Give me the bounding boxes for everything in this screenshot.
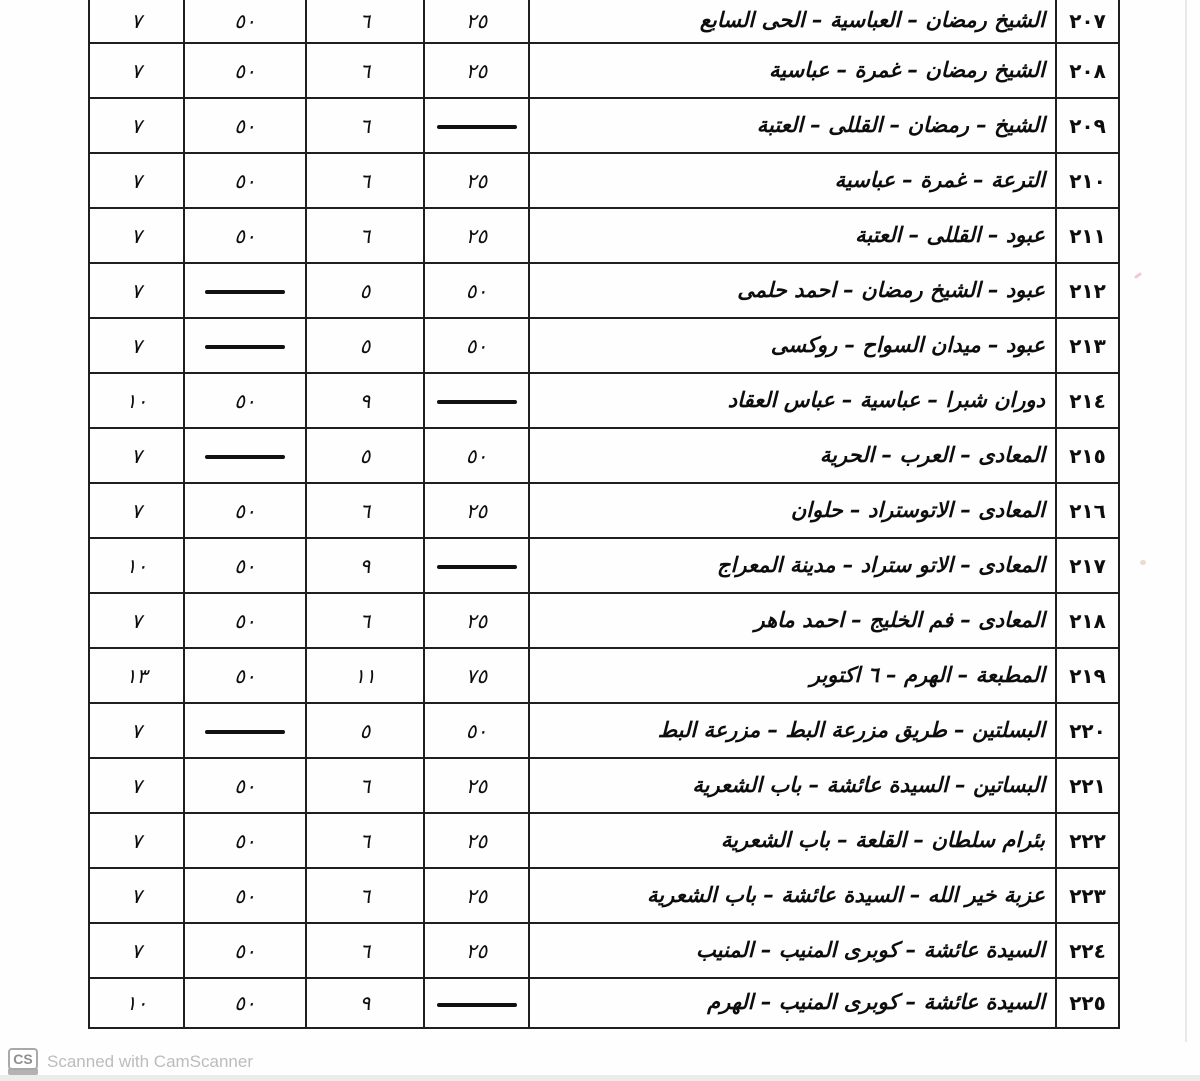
route-name-cell: البساتين – السيدة عائشة – باب الشعرية [529, 758, 1056, 813]
table-row [89, 0, 1119, 43]
route-number-cell: ٢٢٢ [1056, 813, 1119, 868]
table-row [89, 758, 1119, 813]
table-row [89, 428, 1119, 483]
route-name-cell: المعادى – العرب – الحرية [529, 428, 1056, 483]
fare-cell: ٥٠ [184, 153, 306, 208]
route-number-cell: ٢١١ [1056, 208, 1119, 263]
route-name-cell: دوران شبرا – عباسية – عباس العقاد [529, 373, 1056, 428]
table-row [89, 703, 1119, 758]
camscanner-logo-icon [8, 1048, 38, 1075]
fare-cell [184, 703, 306, 758]
fare-cell [184, 263, 306, 318]
fare-cell: ٢٥ [424, 758, 529, 813]
fare-cell: ٧ [89, 208, 184, 263]
route-name-cell: المطبعة – الهرم – ٦ اكتوبر [529, 648, 1056, 703]
route-number-cell: ٢١٨ [1056, 593, 1119, 648]
fare-cell: ٧٥ [424, 648, 529, 703]
route-number-cell: ٢٢٥ [1056, 978, 1119, 1028]
fare-cell: ٧ [89, 813, 184, 868]
fare-cell: ٥٠ [184, 538, 306, 593]
route-number-cell: ٢١٤ [1056, 373, 1119, 428]
route-fare-table [88, 0, 1120, 1029]
route-number-cell: ٢١٣ [1056, 318, 1119, 373]
route-number-cell: ٢١٢ [1056, 263, 1119, 318]
route-number-cell: ٢٢٠ [1056, 703, 1119, 758]
fare-cell: ٧ [89, 0, 184, 43]
fare-cell: ٥٠ [184, 43, 306, 98]
route-number-cell: ٢٠٧ [1056, 0, 1119, 43]
table-row [89, 868, 1119, 923]
table-row [89, 263, 1119, 318]
route-name-cell: عبود – ميدان السواح – روكسى [529, 318, 1056, 373]
fare-cell [424, 538, 529, 593]
fare-cell: ٥٠ [424, 318, 529, 373]
fare-cell: ٢٥ [424, 868, 529, 923]
table-row [89, 978, 1119, 1028]
route-number-cell: ٢٢٤ [1056, 923, 1119, 978]
fare-cell: ٢٥ [424, 0, 529, 43]
fare-cell: ٦ [306, 98, 424, 153]
route-number-cell: ٢١٥ [1056, 428, 1119, 483]
route-name-cell: الشيخ – رمضان – القللى – العتبة [529, 98, 1056, 153]
table-row [89, 98, 1119, 153]
route-name-cell: الترعة – غمرة – عباسية [529, 153, 1056, 208]
page-bottom-edge [0, 1075, 1200, 1081]
route-table-body [89, 0, 1119, 1028]
fare-cell: ٧ [89, 593, 184, 648]
fare-cell: ٩ [306, 978, 424, 1028]
route-name-cell: بئرام سلطان – القلعة – باب الشعرية [529, 813, 1056, 868]
route-name-cell: المعادى – الاتوستراد – حلوان [529, 483, 1056, 538]
fare-cell [424, 978, 529, 1028]
fare-cell: ٦ [306, 813, 424, 868]
fare-cell: ٥٠ [184, 208, 306, 263]
fare-cell: ٧ [89, 318, 184, 373]
route-name-cell: البسلتين – طريق مزرعة البط – مزرعة البط [529, 703, 1056, 758]
fare-cell: ٦ [306, 43, 424, 98]
fare-cell: ٦ [306, 758, 424, 813]
table-row [89, 318, 1119, 373]
fare-cell: ٦ [306, 868, 424, 923]
route-name-cell: السيدة عائشة – كوبرى المنيب – المنيب [529, 923, 1056, 978]
fare-cell: ١٠ [89, 373, 184, 428]
fare-cell: ٥ [306, 318, 424, 373]
fare-cell: ٩ [306, 373, 424, 428]
fare-cell: ٥٠ [184, 483, 306, 538]
fare-cell: ١٠ [89, 538, 184, 593]
fare-cell: ٦ [306, 923, 424, 978]
fare-cell: ٥٠ [184, 923, 306, 978]
fare-cell: ٦ [306, 153, 424, 208]
route-number-cell: ٢١٧ [1056, 538, 1119, 593]
fare-cell: ٧ [89, 263, 184, 318]
route-name-cell: الشيخ رمضان – غمرة – عباسية [529, 43, 1056, 98]
scanner-watermark-text: Scanned with CamScanner [47, 1051, 254, 1071]
camscanner-logo-text: CS [8, 1048, 38, 1070]
scan-artifact-mark [1140, 560, 1146, 565]
route-number-cell: ٢١٦ [1056, 483, 1119, 538]
fare-cell: ٥٠ [184, 373, 306, 428]
fare-cell: ٧ [89, 483, 184, 538]
route-number-cell: ٢١٩ [1056, 648, 1119, 703]
fare-cell: ٦ [306, 593, 424, 648]
route-name-cell: عزبة خير الله – السيدة عائشة – باب الشعرية [529, 868, 1056, 923]
fare-cell: ٥ [306, 428, 424, 483]
route-number-cell: ٢٢١ [1056, 758, 1119, 813]
scan-artifact-mark [1134, 272, 1142, 279]
fare-cell: ٩ [306, 538, 424, 593]
fare-cell: ٥٠ [424, 263, 529, 318]
fare-cell: ٥٠ [184, 98, 306, 153]
table-row [89, 593, 1119, 648]
fare-cell: ٦ [306, 0, 424, 43]
table-row [89, 208, 1119, 263]
fare-cell: ٥٠ [184, 648, 306, 703]
route-name-cell: المعادى – الاتو ستراد – مدينة المعراج [529, 538, 1056, 593]
fare-cell: ٧ [89, 43, 184, 98]
camscanner-footer [8, 1048, 253, 1075]
table-row [89, 483, 1119, 538]
fare-cell: ٧ [89, 868, 184, 923]
table-row [89, 813, 1119, 868]
route-number-cell: ٢٢٣ [1056, 868, 1119, 923]
fare-cell: ٥٠ [184, 593, 306, 648]
fare-cell: ٦ [306, 208, 424, 263]
fare-cell: ١١ [306, 648, 424, 703]
fare-cell: ٢٥ [424, 153, 529, 208]
fare-cell: ٥ [306, 263, 424, 318]
fare-cell: ١٠ [89, 978, 184, 1028]
fare-cell: ٥٠ [424, 703, 529, 758]
table-row [89, 373, 1119, 428]
route-number-cell: ٢٠٨ [1056, 43, 1119, 98]
fare-cell: ٧ [89, 98, 184, 153]
fare-cell: ٥٠ [184, 758, 306, 813]
fare-cell: ٧ [89, 758, 184, 813]
fare-cell [424, 373, 529, 428]
fare-cell: ٦ [306, 483, 424, 538]
fare-cell: ٧ [89, 923, 184, 978]
fare-cell: ٥٠ [184, 978, 306, 1028]
fare-cell: ٢٥ [424, 483, 529, 538]
fare-cell: ٥٠ [184, 0, 306, 43]
fare-cell: ٢٥ [424, 923, 529, 978]
fare-cell: ٧ [89, 153, 184, 208]
route-name-cell: عبود – القللى – العتبة [529, 208, 1056, 263]
fare-cell: ٢٥ [424, 593, 529, 648]
fare-cell [424, 98, 529, 153]
table-row [89, 43, 1119, 98]
fare-cell [184, 318, 306, 373]
table-row [89, 153, 1119, 208]
fare-cell: ٢٥ [424, 43, 529, 98]
route-number-cell: ٢١٠ [1056, 153, 1119, 208]
route-name-cell: الشيخ رمضان – العباسية – الحى السابع [529, 0, 1056, 43]
fare-cell: ٥٠ [184, 868, 306, 923]
fare-cell: ١٣ [89, 648, 184, 703]
fare-cell: ٥٠ [424, 428, 529, 483]
route-name-cell: السيدة عائشة – كوبرى المنيب – الهرم [529, 978, 1056, 1028]
route-number-cell: ٢٠٩ [1056, 98, 1119, 153]
route-name-cell: عبود – الشيخ رمضان – احمد حلمى [529, 263, 1056, 318]
table-row [89, 648, 1119, 703]
fare-cell: ٧ [89, 703, 184, 758]
scan-artifact-line [1185, 0, 1187, 1042]
fare-cell: ٢٥ [424, 813, 529, 868]
fare-cell [184, 428, 306, 483]
table-row [89, 923, 1119, 978]
route-name-cell: المعادى – فم الخليج – احمد ماهر [529, 593, 1056, 648]
table-row [89, 538, 1119, 593]
fare-cell: ٧ [89, 428, 184, 483]
fare-cell: ٢٥ [424, 208, 529, 263]
fare-cell: ٥٠ [184, 813, 306, 868]
fare-cell: ٥ [306, 703, 424, 758]
